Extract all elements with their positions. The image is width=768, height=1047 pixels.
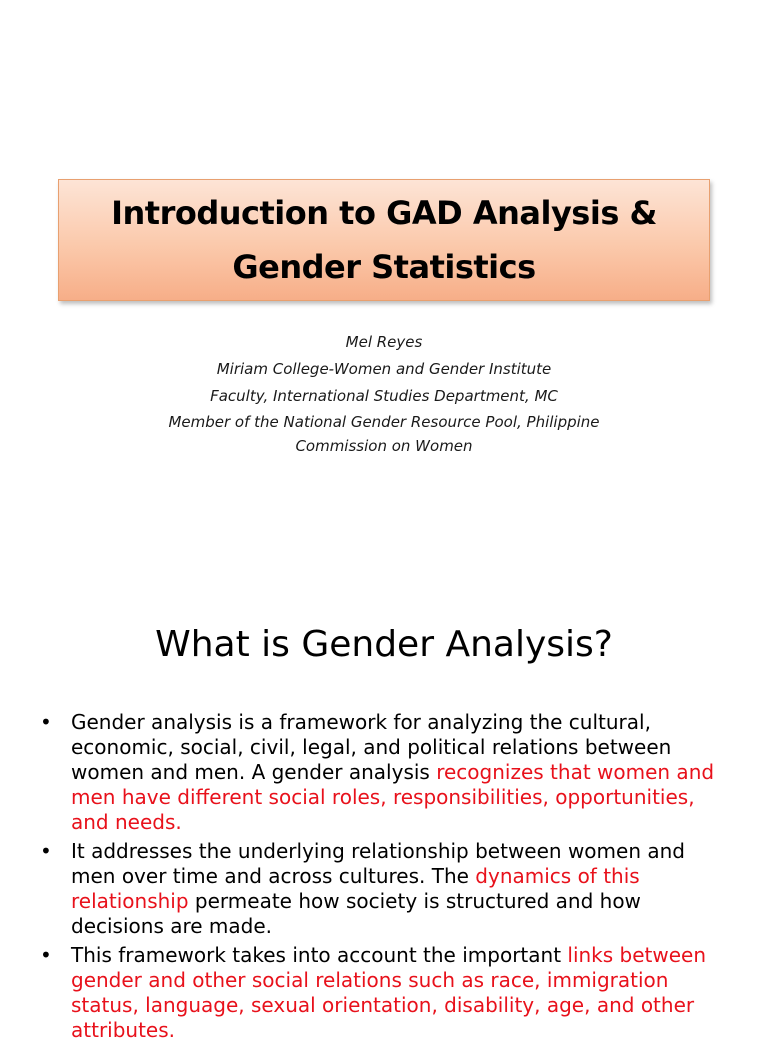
author-position: Faculty, International Studies Department, MC: [210, 387, 558, 405]
title-line-1: Introduction to GAD Analysis &: [111, 194, 657, 232]
bullet-text: It addresses the underlying relationship between women and men over time and across cultures. The: [71, 839, 685, 888]
title-line-2: Gender Statistics: [232, 248, 536, 286]
bullet-dot: •: [40, 839, 52, 863]
bullet-highlight: links between gender and other social relations such as race, immigration status, language, sexual orientation, disability, age, and other attributes.: [71, 943, 707, 1042]
bullet-list: [40, 710, 730, 1047]
bullet-item: [40, 839, 730, 939]
bullet-item: [40, 710, 730, 835]
bullet-highlight: recognizes that women and men have different social roles, responsibilities, opportunities, and needs.: [71, 760, 715, 834]
author-affiliation: Miriam College-Women and Gender Institute: [216, 360, 552, 378]
bullet-highlight: dynamics of this relationship: [71, 864, 640, 913]
bullet-text-after: permeate how society is structured and how decisions are made.: [71, 889, 641, 938]
content-slide: [0, 576, 768, 1042]
author-block: [120, 329, 648, 458]
content-slide-title: What is Gender Analysis?: [155, 624, 613, 665]
author-membership-line-1: Member of the National Gender Resource Pool, Philippine: [168, 413, 600, 431]
bullet-text: This framework takes into account the important: [71, 943, 568, 967]
bullet-item: [40, 943, 730, 1043]
title-box: [58, 179, 710, 301]
bullet-dot: •: [40, 943, 52, 967]
slide-title: [74, 186, 694, 294]
author-name: Mel Reyes: [345, 333, 423, 351]
author-membership-line-2: Commission on Women: [295, 437, 473, 455]
bullet-dot: •: [40, 710, 52, 734]
bullet-text: Gender analysis is a framework for analyzing the cultural, economic, social, civil, legal, and political relations between women and men. A gender analysis: [71, 710, 672, 784]
